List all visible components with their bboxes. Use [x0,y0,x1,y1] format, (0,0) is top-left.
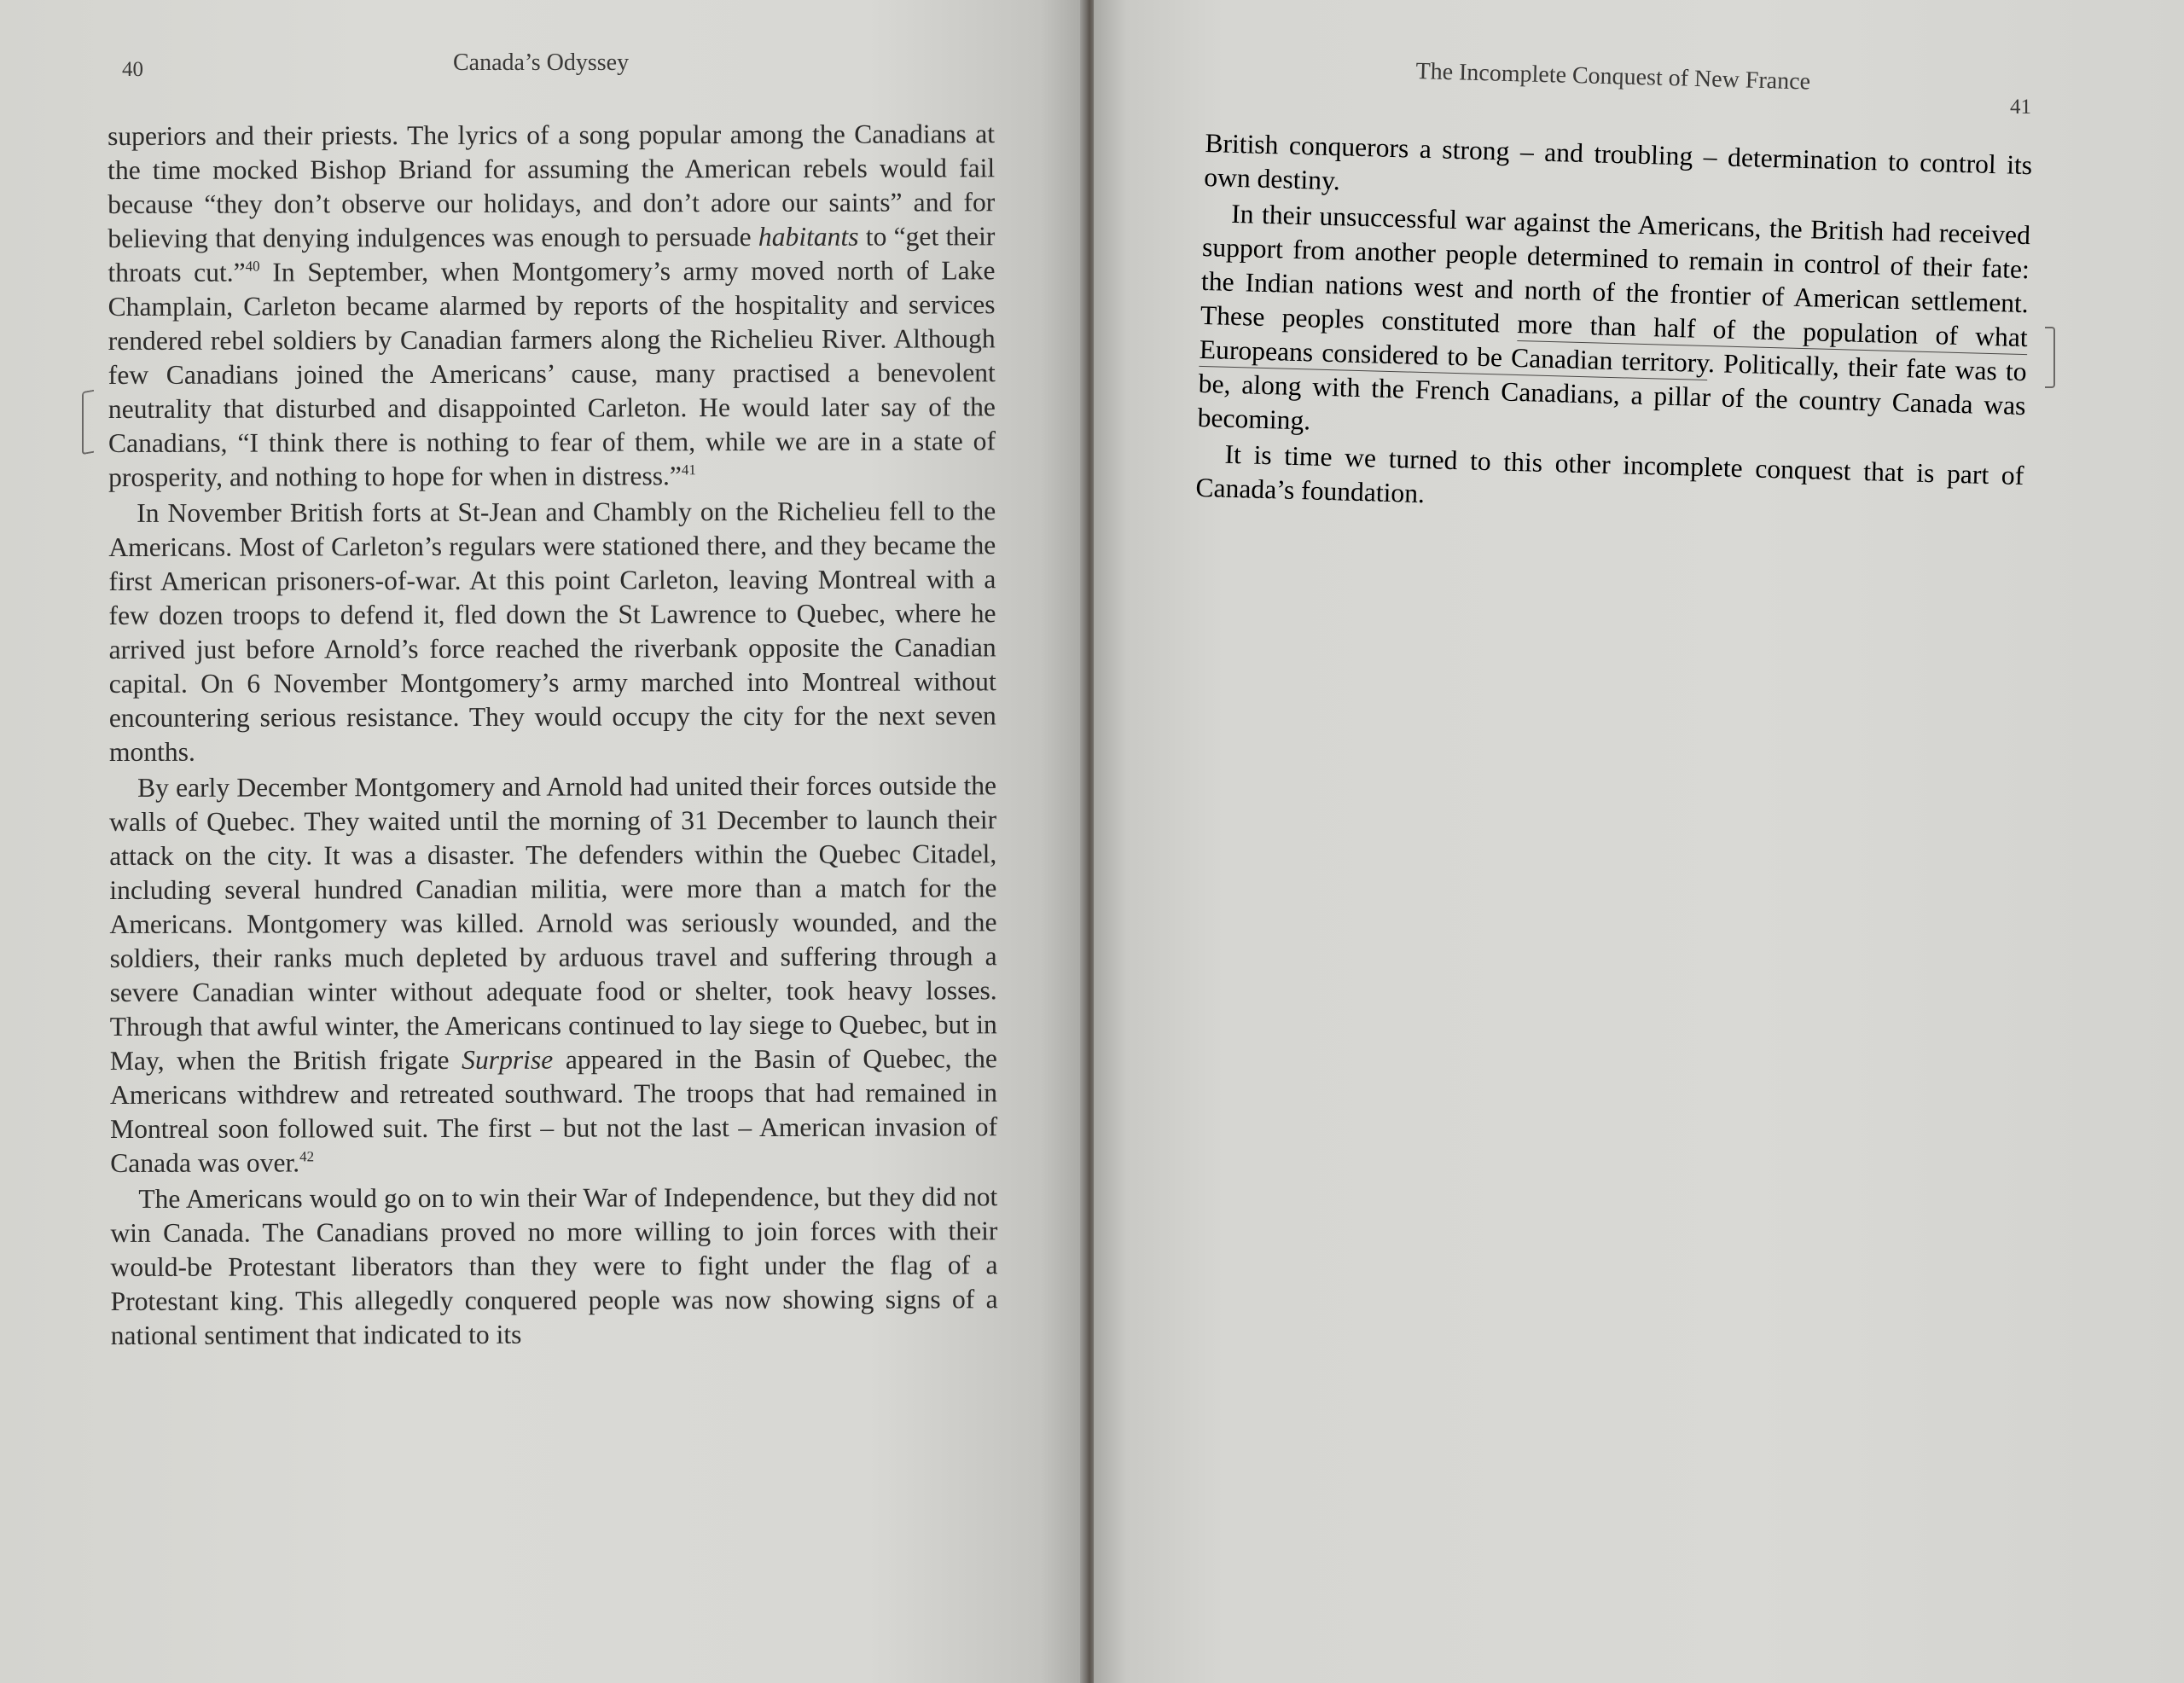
footnote-marker: 40 [245,258,260,275]
page-number: 40 [122,58,143,81]
paragraph: superiors and their priests. The lyrics of a song popular among the Canadians at the time mocked Bishop Briand for assuming the American rebels would fail because “they don’t observe our holidays, and don’t adore our saints” and for believing that denying indulgences was enough to persuade habitants to “get their throats cut.”$^{40}$ In September, when Montgomery’s army moved north of Lake Champlain, Carleton became alarmed by reports of the hospitality and services rendered rebel soldiers by Canadian farmers along the Richelieu River. Although few Canadians joined the Americans’ cause, many practised a benevolent neutrality that disturbed and disappointed Carleton. He would later say of the Canadians, “I think there is nothing to fear of them, while we are in a state of prosperity, and nothing to hope for when in distress.”$^{41}$ [107,119,996,492]
pencil-underline: more than half of the population of what Europeans considered to be Canadian territory [1199,309,2028,380]
italic-term: habitants [758,221,859,252]
footnote-marker: 42 [299,1148,315,1165]
running-head: The Incomplete Conquest of New France [1415,58,1811,96]
page-number: 41 [2010,96,2031,119]
body-text-right [1195,126,2033,527]
paragraph: The Americans would go on to win their War of Independence, but they did not win Canada. The Canadians proved no more willing to join forces with their would-be Protestant liberators than they were to fight under the flag of a Protestant king. This allegedly conquered people was now showing signs of a national sentiment that indicated to its [110,1181,998,1350]
paragraph: British conquerors a strong – and troubling – determination to control its own destiny. [1203,127,2033,196]
pencil-bracket-mark [82,390,94,455]
paragraph: In their unsuccessful war against the Americans, the British had received support from another people determined to remain in control of their fate: the Indian nations west and north of the frontier of American settlement. These peoples constituted more than half of the population of what Europeans considered to be Canadian territory. Politically, their fate was to be, along with the French Canadians, a pillar of the country Canada was becoming. [1197,198,2031,436]
paragraph: It is time we turned to this other incomplete conquest that is part of Canada’s foundation. [1195,438,2024,509]
footnote-marker: 41 [681,461,696,479]
left-page [0,0,1083,1683]
paragraph: In November British forts at St-Jean and Chambly on the Richelieu fell to the Americans. Most of Carleton’s regulars were stationed there, and they became the first American prisoners-of-war. At this point Carleton, leaving Montreal with a few dozen troops to defend it, fled down the St Lawrence to Quebec, where he arrived just before Arnold’s force reached the riverbank opposite the Canadian capital. On 6 November Montgomery’s army marched into Montreal without encountering serious resistance. They would occupy the city for the next seven months. [108,496,996,767]
body-text [107,117,998,1353]
running-head: Canada’s Odyssey [453,49,630,76]
pencil-bracket-mark [2045,327,2055,388]
italic-term: Surprise [462,1044,554,1075]
paragraph: By early December Montgomery and Arnold had united their forces outside the walls of Quebec. They waited until the morning of 31 December to launch their attack on the city. It was a disaster. The defenders within the Quebec Citadel, including several hundred Canadian militia, were more than a match for the Americans. Montgomery was killed. Arnold was seriously wounded, and the soldiers, their ranks much depleted by arduous travel and suffering through a severe Canadian winter without adequate food or shelter, took heavy losses. Through that awful winter, the Americans continued to lay siege to Quebec, but in May, when the British frigate Surprise appeared in the Basin of Quebec, the Americans withdrew and retreated southward. The troops that had remained in Montreal soon followed suit. The first – but not the last – American invasion of Canada was over.$^{42}$ [109,770,998,1178]
